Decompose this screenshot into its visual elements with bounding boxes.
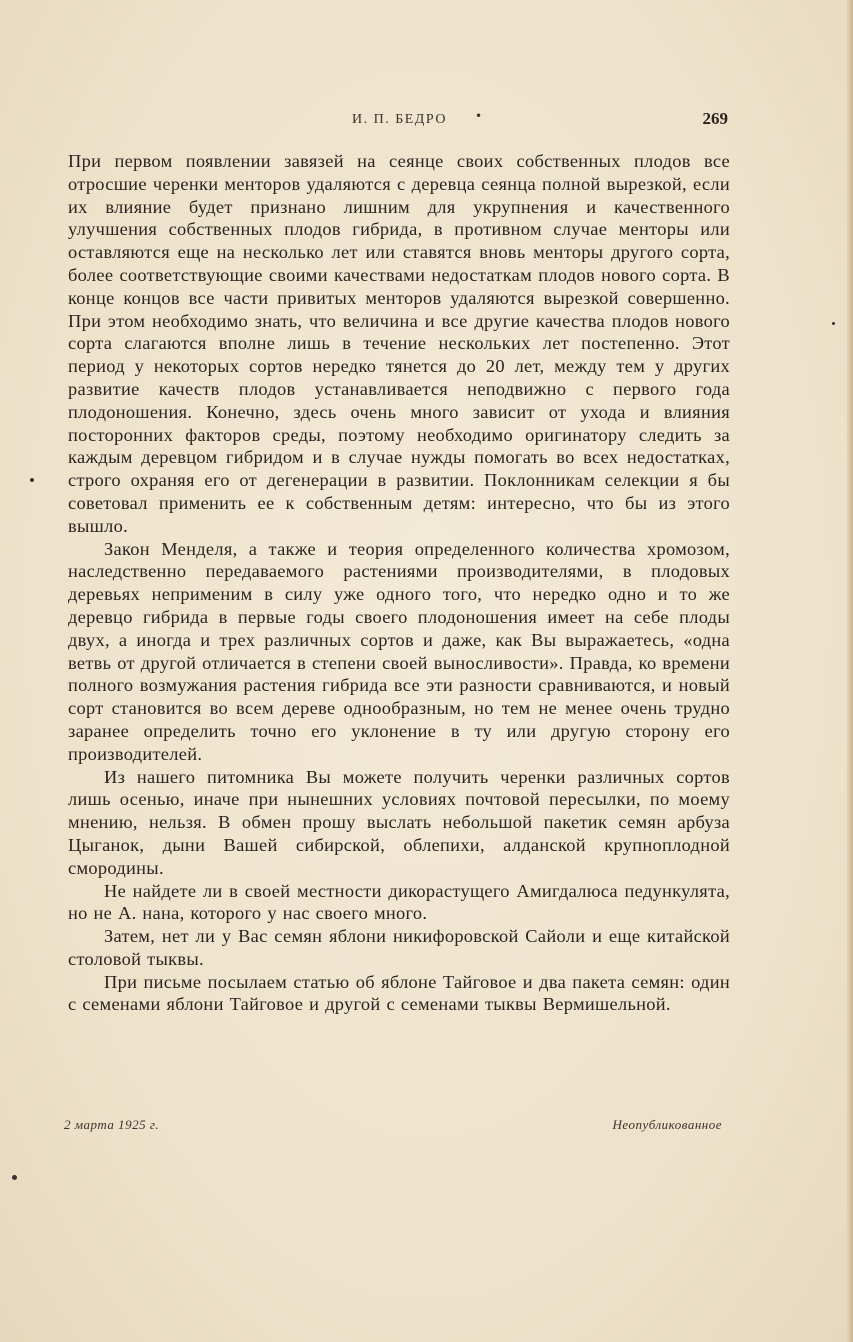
paragraph-2: Закон Менделя, а также и теория определенного количества хромозом, наследственно передаваемого растениями производителями, в плодовых деревьях неприменим в силу уже одного того, что нередко одно и то же деревцо гибрида в первые годы своего плодоношения имеет на себе плоды двух, а иногда и трех различных сортов и даже, как Вы выражаетесь, «одна ветвь от другой отличается в степени своей выносливости». Правда, ко времени полного возмужания растения гибрида все эти разности сравниваются, и новый сорт становится во всем дереве однообразным, но тем не менее очень трудно заранее определить точно его уклонение в ту или другую сторону его производителей. (68, 538, 730, 764)
paragraph-6: При письме посылаем статью об яблоне Тайговое и два пакета семян: один с семенами яблони Тайговое и другой с семенами тыквы Вермишельной. (68, 971, 730, 1015)
page-header (68, 108, 730, 132)
print-speck (30, 478, 34, 482)
page-number: 269 (702, 109, 728, 128)
letter-body (68, 150, 730, 1016)
running-title: И. П. БЕДРО (352, 112, 447, 127)
paragraph-1: При первом появлении завязей на сеянце своих собственных плодов все отросшие черенки менторов удаляются с деревца сеянца полной вырезкой, если их влияние будет признано лишним для укрупнения и качественного улучшения собственных плодов гибрида, в противном случае менторы или оставляются еще на несколько лет или ставятся вновь менторы другого сорта, более соответствующие своими качествами недостаткам плодов нового сорта. В конце концов все части привитых менторов удаляются вырезкой совершенно. При этом необходимо знать, что величина и все другие качества плодов нового сорта слагаются вполне лишь в течение нескольких лет постепенно. Этот период у некоторых сортов нередко тянется до 20 лет, между тем у других развитие качеств плодов устанавливается неподвижно с первого года плодоношения. Конечно, здесь очень много зависит от ухода и влияния посторонних факторов среды, поэтому необходимо оригинатору следить за каждым деревцом гибридом и в случае нужды помогать во всех недостатках, строго охраняя его от дегенерации в развитии. Поклонникам селекции я бы советовал применить ее к собственным детям: интересно, что бы из этого вышло. (68, 151, 730, 536)
publication-status: Неопубликованное (612, 1117, 722, 1132)
paragraph-4: Не найдете ли в своей местности дикорастущего Амигдалюса педункулята, но не А. нана, которого у нас своего много. (68, 880, 730, 924)
letter-date: 2 марта 1925 г. (64, 1117, 160, 1132)
page-footer (64, 1117, 730, 1137)
paragraph-3: Из нашего питомника Вы можете получить черенки различных сортов лишь осенью, иначе при нынешних условиях почтовой пересылки, по моему мнению, нельзя. В обмен прошу выслать небольшой пакетик семян арбуза Цыганок, дыни Вашей сибирской, облепихи, алданской крупноплодной смородины. (68, 766, 730, 878)
print-speck (832, 322, 835, 325)
header-separator: • (475, 109, 483, 123)
paragraph-5: Затем, нет ли у Вас семян яблони никифоровской Сайоли и еще китайской столовой тыквы. (68, 926, 730, 969)
print-speck (12, 1175, 17, 1180)
page-edge (847, 0, 853, 1342)
